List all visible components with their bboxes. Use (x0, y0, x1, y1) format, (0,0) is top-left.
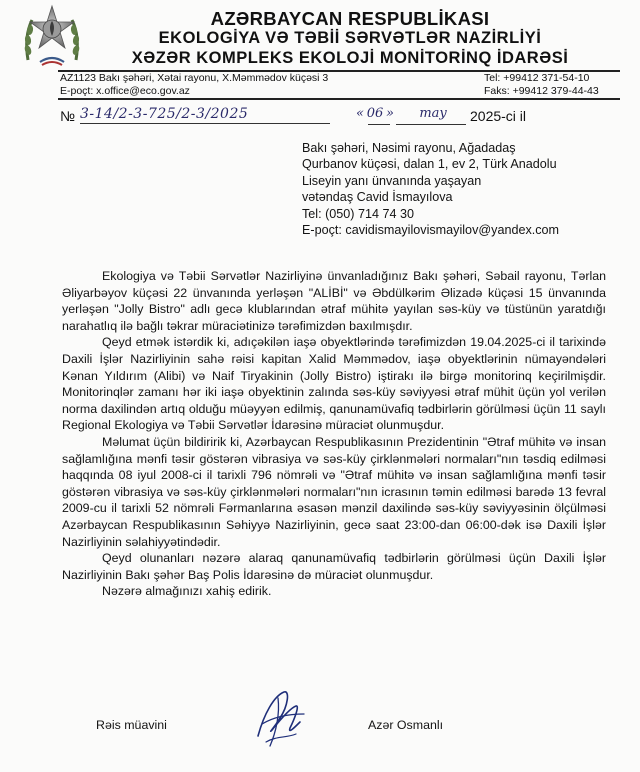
letter-body (62, 268, 606, 600)
handwritten-signature-icon (250, 684, 314, 754)
date-month: may (419, 106, 447, 121)
recipient-line: Qurbanov küçəsi, dalan 1, ev 2, Türk Anadolu (302, 157, 557, 172)
contact-address: AZ1123 Bakı şəhəri, Xətai rayonu, X.Məmmədov küçəsi 3 (60, 72, 329, 84)
signatory-title: Rəis müavini (96, 718, 167, 732)
date-open-quote: « (356, 106, 364, 121)
signatory-name: Azər Osmanlı (368, 718, 444, 732)
recipient-line: vətəndaş Cavid İsmayılova (302, 190, 453, 205)
body-paragraph: Ekologiya və Təbii Sərvətlər Nazirliyinə ünvanladığınız Bakı şəhəri, Səbail rayonu, Tərlan Əliyarbəyov küçəsi 22 ünvanında yerləşən "ALİBİ" və Əbdülkərim Əlizadə küçəsi 15 ünvanında yerləşən "Jolly Bistro" adlı gecə klublarından ətraf mühitə yayılan səs-küy və tüstünün yaratdığı narahatlıq ilə bağlı təkrar müraciətinizə tərəfimizdən baxılmışdır. (62, 269, 606, 333)
header-department: XƏZƏR KOMPLEKS EKOLOJİ MONİTORİNQ İDARƏSİ (131, 49, 569, 67)
body-paragraph: Məlumat üçün bildiririk ki, Azərbaycan Respublikasının Prezidentinin "Ətraf mühitə və insan sağlamlığına mənfi təsir göstərən vibrasiya və səs-küy çirklənmələri normaları"nın təsdiq edilməsi haqqında 08 iyul 2008-ci il tarixli 796 nömrəli və "Ətraf mühitə və insan sağlamlığına mənfi təsir göstərən vibrasiya və səs-küy çirklənmələri normaları"nın icrasının təmin edilməsi barədə 13 fevral 2009-cu il tarixli 52 nömrəli Fərmanlarına əsasən mənzil daxilində səs-küy səviyyəsinin ölçülməsi Azərbaycan Respublikasının Səhiyyə Nazirliyinin, gecə saat 23:00-dan 06:00-dək isə Daxili İşlər Nazirliyinin səlahiyyətindədir. (62, 434, 606, 549)
date-day-underline (368, 124, 390, 125)
header-divider-bottom (58, 98, 620, 100)
date-day: 06 (366, 106, 384, 121)
recipient-email: E-poçt: cavidismayilovismayilov@yandex.com (302, 223, 560, 238)
body-paragraph: Nəzərə almağınızı xahiş edirik. (102, 584, 272, 599)
recipient-line: Liseyin yanı ünvanında yaşayan (302, 173, 482, 188)
date-month-underline (396, 124, 466, 125)
contact-email: E-poçt: x.office@eco.gov.az (60, 85, 190, 97)
date-close-quote: » (385, 106, 394, 121)
body-paragraph: Qeyd olunanları nəzərə alaraq qanunamüvafiq tədbirlərin görülməsi üçün Daxili İşlər Nazirliyinin Bakı şəhər Baş Polis İdarəsinə də müraciət olunmuşdur. (62, 551, 606, 582)
body-paragraph: Qeyd etmək istərdik ki, adıçəkilən iaşə obyektlərində tərəfimizdən 19.04.2025-ci il tarixində Daxili İşlər Nazirliyinin sahə rəisi kapitan Xalid Məmmədov, iaşə obyektlərinin nümayəndələri Kənan Yıldırım (Alibi) və Naif Tiryakinin (Jolly Bistro) iştirakı ilə birgə monitorinq keçirilmişdir. Monitorinqlər zamanı hər iki iaşə obyektinin zalında səs-küy səviyyəsi ətraf mühit üçün yol verilən norma daxilindən artıq olduğu müəyyən edilmiş, qanunamüvafiq tədbirlərin görülməsi üçün 11 saylı Regional Ekologiya və Təbii Sərvətlər İdarəsinə müraciət olunmuşdur. (62, 335, 606, 433)
reference-number: 3-14/2-3-725/2-3/2025 (80, 105, 330, 124)
azerbaijan-state-emblem-icon (20, 2, 84, 68)
recipient-line: Bakı şəhəri, Nəsimi rayonu, Ağadadaş (302, 141, 516, 155)
recipient-block (302, 140, 622, 238)
contact-fax: Faks: +99412 379-44-43 (484, 85, 599, 97)
letter-date (356, 106, 468, 121)
reference-number-label: № (60, 108, 76, 124)
header-ministry: EKOLOGİYA VƏ TƏBİİ SƏRVƏTLƏR NAZİRLİYİ (158, 29, 542, 47)
header-country: AZƏRBAYCAN RESPUBLİKASI (210, 8, 490, 29)
date-year: 2025-ci il (470, 108, 527, 124)
contact-phone: Tel: +99412 371-54-10 (484, 72, 590, 84)
recipient-phone: Tel: (050) 714 74 30 (302, 206, 415, 221)
